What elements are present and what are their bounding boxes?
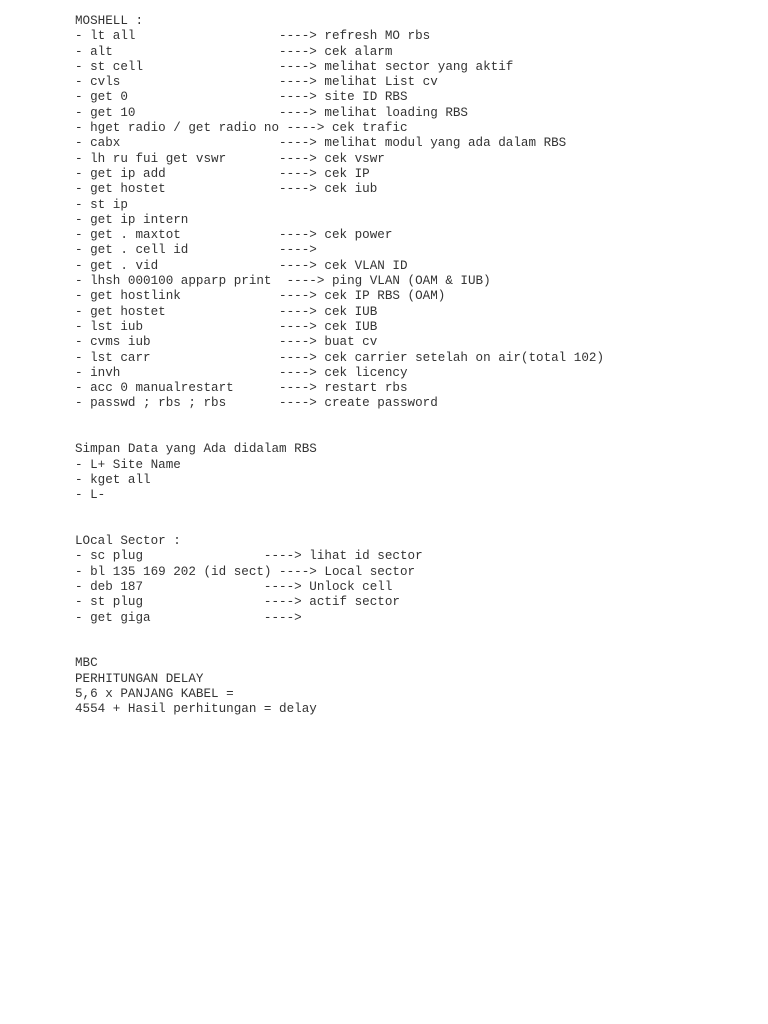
- command-line: - invh ----> cek licency: [75, 365, 408, 380]
- command-line: - cvls ----> melihat List cv: [75, 75, 438, 90]
- command-line: - get . cell id ---->: [75, 243, 317, 258]
- section-mbc: [75, 656, 755, 717]
- command-line: - acc 0 manualrestart ----> restart rbs: [75, 381, 408, 396]
- command-line: - get . maxtot ----> cek power: [75, 228, 393, 243]
- command-line: - lt all ----> refresh MO rbs: [75, 29, 431, 44]
- command-line: - st cell ----> melihat sector yang aktif: [75, 59, 514, 74]
- command-line: - get giga ---->: [75, 610, 302, 625]
- command-line: - cvms iub ----> buat cv: [75, 335, 378, 350]
- command-line: - lst carr ----> cek carrier setelah on air(total 102): [75, 350, 605, 365]
- command-line: - deb 187 ----> Unlock cell: [75, 579, 393, 594]
- text-line: 4554 + Hasil perhitungan = delay: [75, 702, 317, 717]
- command-line: - get hostlink ----> cek IP RBS (OAM): [75, 289, 446, 304]
- command-line: - lhsh 000100 apparp print ----> ping VLAN (OAM & IUB): [75, 274, 491, 289]
- command-line: - st ip: [75, 197, 128, 212]
- command-line: - st plug ----> actif sector: [75, 595, 400, 610]
- section-heading: MBC: [75, 656, 98, 671]
- command-line: - sc plug ----> lihat id sector: [75, 549, 423, 564]
- command-line: - kget all: [75, 472, 151, 487]
- section-heading: LOcal Sector :: [75, 534, 181, 549]
- section-local-sector: [75, 534, 755, 626]
- spacer: [75, 504, 755, 535]
- command-line: - lh ru fui get vswr ----> cek vswr: [75, 151, 385, 166]
- command-line: - alt ----> cek alarm: [75, 44, 393, 59]
- command-line: - lst iub ----> cek IUB: [75, 319, 378, 334]
- command-line: - L-: [75, 488, 106, 503]
- section-heading: Simpan Data yang Ada didalam RBS: [75, 442, 317, 457]
- command-line: - get hostet ----> cek IUB: [75, 304, 378, 319]
- command-line: - get 10 ----> melihat loading RBS: [75, 105, 468, 120]
- section-moshell: [75, 14, 755, 412]
- spacer: [75, 626, 755, 657]
- command-line: - hget radio / get radio no ----> cek trafic: [75, 121, 408, 136]
- document-page: [75, 14, 755, 718]
- command-line: - get 0 ----> site ID RBS: [75, 90, 408, 105]
- command-line: - get ip add ----> cek IP: [75, 166, 370, 181]
- command-line: - get . vid ----> cek VLAN ID: [75, 258, 408, 273]
- command-line: - get ip intern: [75, 212, 189, 227]
- text-line: PERHITUNGAN DELAY: [75, 671, 204, 686]
- command-line: - passwd ; rbs ; rbs ----> create password: [75, 396, 438, 411]
- spacer: [75, 412, 755, 443]
- command-line: - L+ Site Name: [75, 457, 181, 472]
- command-line: - get hostet ----> cek iub: [75, 182, 378, 197]
- section-simpan-data: [75, 442, 755, 503]
- command-line: - cabx ----> melihat modul yang ada dalam RBS: [75, 136, 567, 151]
- text-line: 5,6 x PANJANG KABEL =: [75, 687, 234, 702]
- section-heading: MOSHELL :: [75, 14, 144, 28]
- command-line: - bl 135 169 202 (id sect) ----> Local sector: [75, 564, 416, 579]
